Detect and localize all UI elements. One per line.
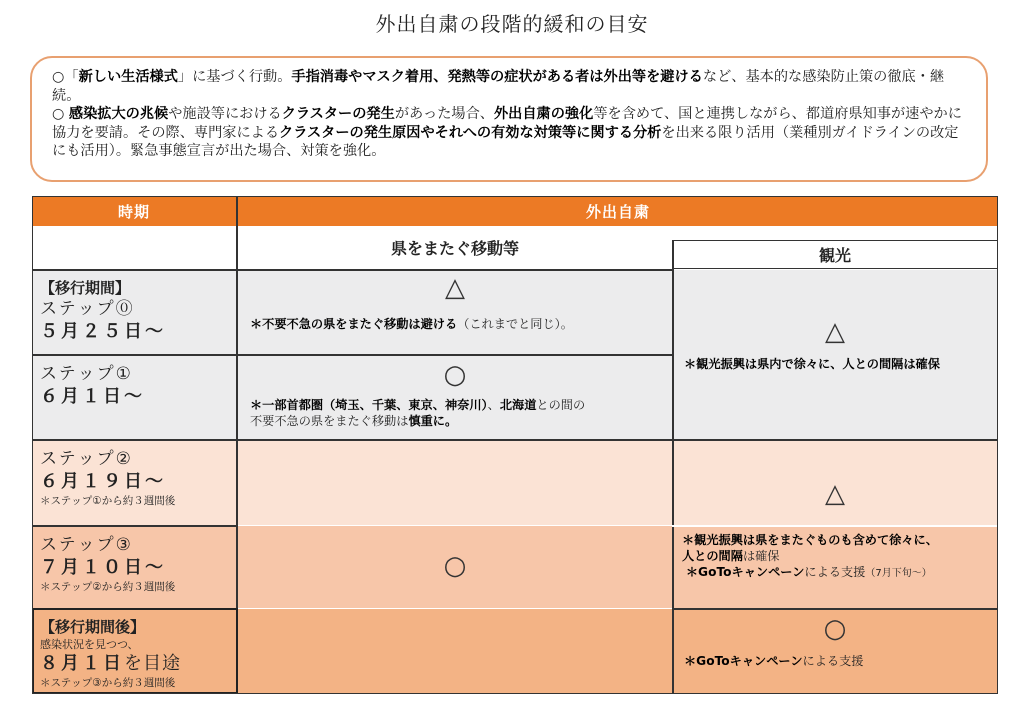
table-frame [32,196,998,694]
header-outing: 外出自粛 [238,196,998,226]
tourism-text-bold: ＊GoToキャンペーン [685,565,805,579]
note-text: を出来る限り活用（業種別ガイドラインの改定にも活用）。緊急事態宣言が出た場合、対策を強化。 [52,124,959,159]
subheader-tourism: 観光 [672,240,998,269]
circle-icon: ○ [823,614,847,644]
cross-text-bold: ＊一部首都圏（埼玉、千葉、東京、神奈川） [250,398,488,412]
note-bold: 感染拡大の兆候 [68,106,169,122]
tourism-text: による支援 [802,654,864,668]
cross-text: 不要不急の県をまたぐ移動は [250,414,409,428]
tourism-text: ＊観光振興は県内で徐々に、人との間隔は確保 [684,357,940,371]
subheader-cross-prefecture: 県をまたぐ移動等 [238,226,672,269]
note-line-2 [52,105,968,161]
period-date: ６月１日〜 [40,386,145,407]
tourism-text-bold: ＊観光振興は県をまたぐものも含めて徐々に、 [682,533,938,547]
cross-text: （これまでと同じ）。 [457,317,573,331]
tourism-text: は確保 [742,549,780,563]
note-bold: 外出自粛の強化 [493,106,594,122]
note-text: ○ [52,106,69,122]
note-text: があった場合、 [394,106,494,122]
cross-text: 、 [487,398,500,412]
cross-text-bold: ＊不要不急の県をまたぐ移動は避ける [250,317,458,331]
circle-icon: ○ [443,360,467,390]
period-step: ステップ① [40,364,133,384]
note-text: 等を含めて、国と連携しながら、都道府県知事が速やかに協力を要請。その際、専門家による [52,106,962,141]
page-title: 外出自粛の段階的緩和の目安 [375,12,649,36]
period-date: ６月１９日〜 [40,471,166,492]
relaxation-table [32,196,998,694]
period-step: ステップ② [40,449,133,469]
circle-icon: ○ [443,551,467,581]
period-sub: 感染状況を見つつ、 [40,638,139,651]
note-bold: 新しい生活様式 [78,69,178,85]
note-bold: 手指消毒やマスク着用、発熱等の症状がある者は外出等を避ける [291,69,703,85]
period-step: ステップ③ [40,535,133,555]
tourism-text: による支援 [804,565,866,579]
cross-text: との間の [536,398,586,412]
note-text: 」に基づく行動。 [177,69,292,85]
policy-note-box [30,56,988,182]
period-tag: 【移行期間】 [40,279,131,297]
period-tag: 【移行期間後】 [40,618,146,636]
triangle-icon: △ [825,317,845,347]
period-date: ７月１０日〜 [40,557,166,578]
period-date-suffix: を目途 [124,653,181,674]
note-line-1 [52,68,968,105]
period-date: ５月２５日〜 [40,321,166,342]
tourism-text-bold: 人との間隔 [682,549,743,563]
triangle-icon: △ [445,273,465,303]
cross-text-bold: 北海道 [499,398,537,412]
period-note: ＊ステップ②から約３週間後 [40,581,176,593]
note-text: や施設等における [168,106,282,122]
note-text: ○「 [52,69,79,85]
period-note: ＊ステップ③から約３週間後 [40,677,176,689]
header-period: 時期 [32,196,236,226]
note-bold: クラスターの発生 [281,106,395,122]
tourism-text-period: （7月下旬〜） [865,568,932,579]
note-text: など、基本的な感染防止策の徹底・継続。 [52,69,945,104]
tourism-text-bold: ＊GoToキャンペーン [684,654,803,668]
period-step: ステップ⓪ [40,299,135,319]
note-bold: クラスターの発生原因やそれへの有効な対策等に関する分析 [279,124,662,141]
cross-text-bold: 慎重に。 [408,414,458,428]
period-note: ＊ステップ①から約３週間後 [40,495,176,507]
triangle-icon: △ [825,479,845,509]
period-date: ８月１日 [40,653,124,674]
